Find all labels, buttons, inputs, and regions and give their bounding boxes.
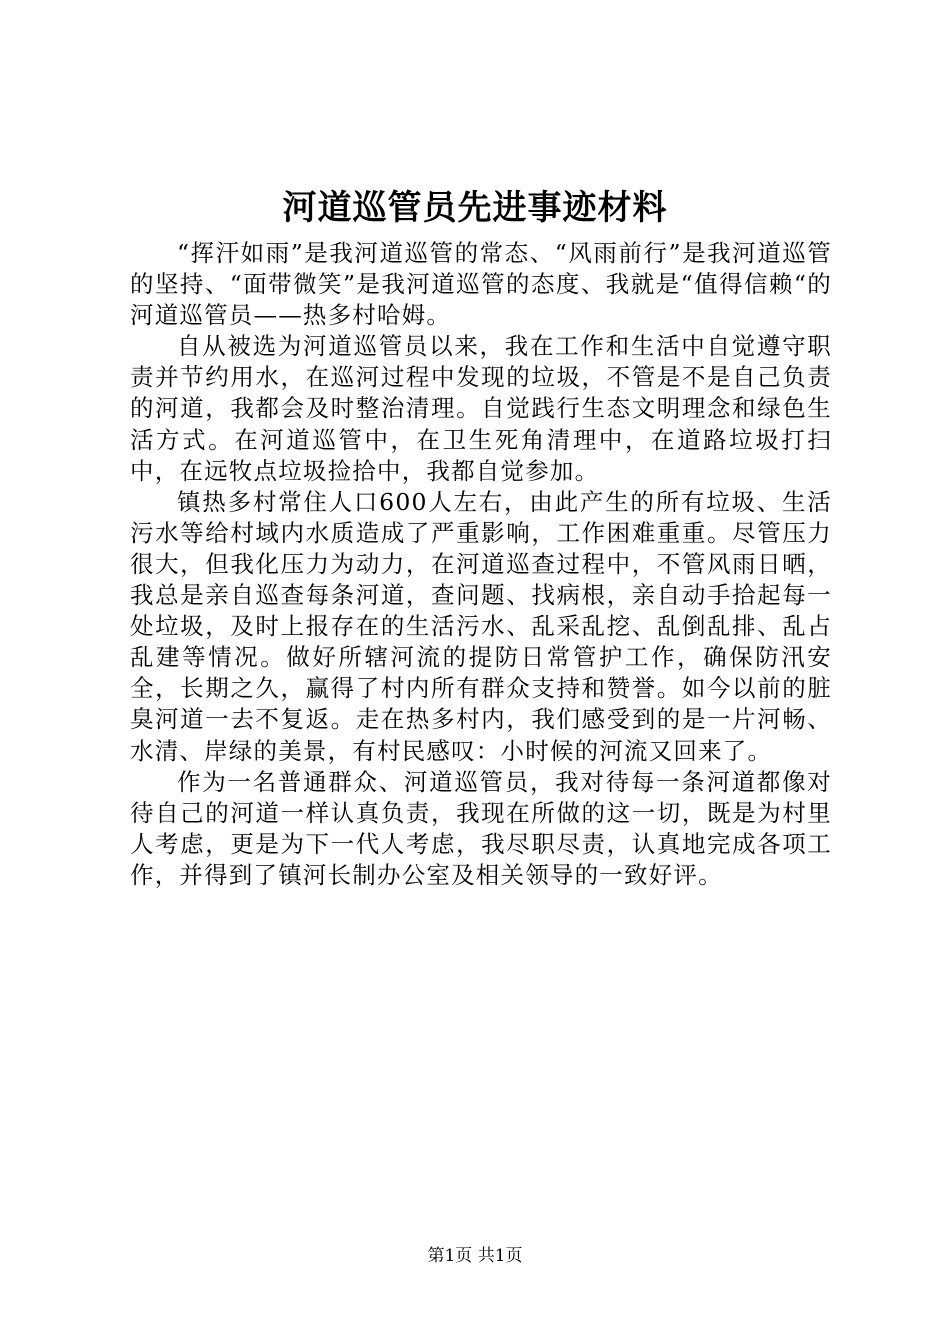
paragraph-intro: “挥汗如雨”是我河道巡管的常态、“风雨前行”是我河道巡管的坚持、“面带微笑”是我河道巡管的态度、我就是“值得信赖“的河道巡管员——热多村哈姆。 bbox=[130, 239, 832, 330]
paragraph-duties: 自从被选为河道巡管员以来，我在工作和生活中自觉遵守职责并节约用水，在巡河过程中发现的垃圾，不管是不是自己负责的河道，我都会及时整治清理。自觉践行生态文明理念和绿色生活方式。在河道巡管中，在卫生死角清理中，在道路垃圾打扫中，在远牧点垃圾捡拾中，我都自觉参加。 bbox=[130, 332, 832, 485]
document-body bbox=[130, 238, 832, 891]
document-title: 河道巡管员先进事迹材料 bbox=[282, 188, 668, 228]
paragraph-village-work: 镇热多村常住人口600人左右，由此产生的所有垃圾、生活污水等给村域内水质造成了严重影响，工作困难重重。尽管压力很大，但我化压力为动力，在河道巡查过程中，不管风雨日晒，我总是亲自巡查每条河道，查问题、找病根，亲自动手拾起每一处垃圾，及时上报存在的生活污水、乱采乱挖、乱倒乱排、乱占乱建等情况。做好所辖河流的提防日常管护工作，确保防汛安全，长期之久，赢得了村内所有群众支持和赞誉。如今以前的脏臭河道一去不复返。走在热多村内，我们感受到的是一片河畅、水清、岸绿的美景，有村民感叹：小时候的河流又回来了。 bbox=[130, 487, 832, 765]
paragraph-conclusion: 作为一名普通群众、河道巡管员，我对待每一条河道都像对待自己的河道一样认真负责，我现在所做的这一切，既是为村里人考虑，更是为下一代人考虑，我尽职尽责，认真地完成各项工作，并得到了镇河长制办公室及相关领导的一致好评。 bbox=[130, 767, 832, 889]
page-footer: 第1页 共1页 bbox=[427, 1246, 523, 1266]
